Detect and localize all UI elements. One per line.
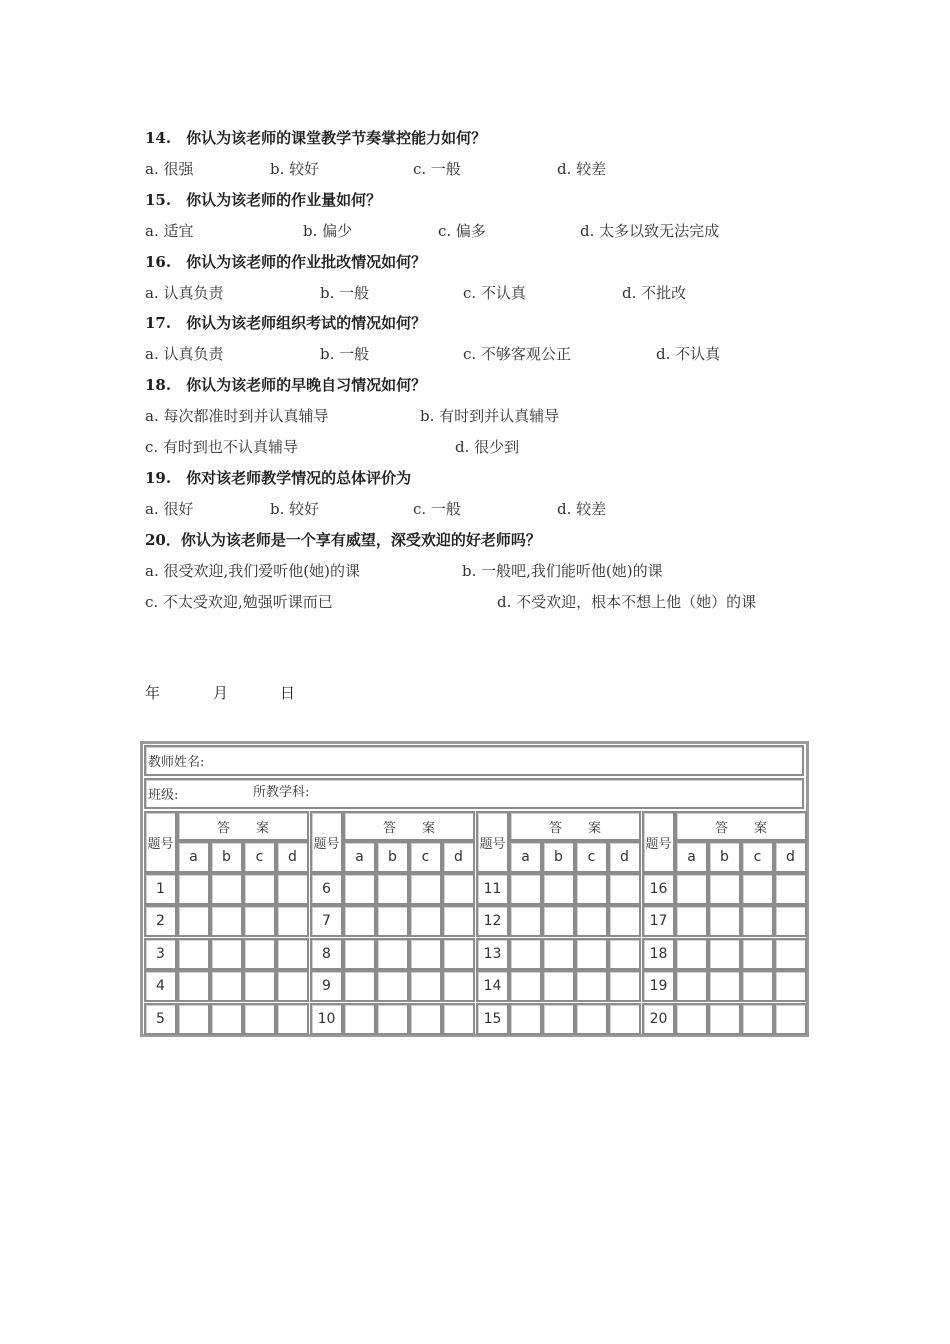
teacher-name-field: 教师姓名: (144, 745, 804, 776)
question-option: c. 不够客观公正 (463, 345, 571, 363)
option-header-c: c (243, 841, 276, 873)
answer-box-b[interactable] (708, 873, 741, 905)
answer-box-a[interactable] (675, 873, 708, 905)
answer-box-a[interactable] (343, 1003, 376, 1035)
subject-label: 所教学科: (253, 785, 310, 800)
question-option: d. 不受欢迎，根本不想上他（她）的课 (497, 593, 757, 611)
answer-box-d[interactable] (774, 1003, 807, 1035)
question-number: 5 (144, 1003, 177, 1035)
question-number: 3 (144, 938, 177, 970)
answer-box-c[interactable] (409, 970, 442, 1002)
answer-box-b[interactable] (708, 970, 741, 1002)
question-number: 9 (310, 970, 343, 1002)
answer-box-b[interactable] (376, 938, 409, 970)
option-header-b: b (708, 841, 741, 873)
answer-box-c[interactable] (243, 938, 276, 970)
answer-box-a[interactable] (343, 970, 376, 1002)
question-option: a. 适宜 (145, 222, 194, 240)
question-option: c. 偏多 (438, 222, 486, 240)
option-header-c: c (409, 841, 442, 873)
question-option: b. 一般 (320, 284, 370, 302)
answer-box-a[interactable] (675, 970, 708, 1002)
option-header-b: b (542, 841, 575, 873)
number-header: 题号 (310, 811, 343, 873)
option-header-b: b (210, 841, 243, 873)
option-header-d: d (774, 841, 807, 873)
answer-box-d[interactable] (276, 938, 309, 970)
question-option: b. 一般 (320, 345, 370, 363)
question-number: 17 (642, 905, 675, 937)
question-number: 16 (642, 873, 675, 905)
answer-box-b[interactable] (210, 873, 243, 905)
question-title: 14. 你认为该老师的课堂教学节奏掌控能力如何？ (145, 129, 487, 147)
class-field: 班级: (144, 778, 804, 809)
question-number: 2 (144, 905, 177, 937)
question-option: d. 很少到 (455, 438, 520, 456)
answer-box-a[interactable] (177, 873, 210, 905)
question-number: 1 (144, 873, 177, 905)
number-header: 题号 (144, 811, 177, 873)
number-header: 题号 (642, 811, 675, 873)
answer-box-a[interactable] (675, 938, 708, 970)
date-month: 月 (213, 684, 229, 702)
answer-box-a[interactable] (509, 1003, 542, 1035)
question-option: c. 不认真 (463, 284, 526, 302)
answer-box-d[interactable] (774, 938, 807, 970)
answer-box-d[interactable] (774, 970, 807, 1002)
question-number: 20 (642, 1003, 675, 1035)
question-option: a. 认真负责 (145, 284, 224, 302)
answer-box-d[interactable] (608, 970, 641, 1002)
answer-header: 答 案 (343, 811, 475, 841)
answer-box-a[interactable] (343, 873, 376, 905)
answer-box-a[interactable] (177, 905, 210, 937)
question-number: 14 (476, 970, 509, 1002)
question-option: b. 偏少 (303, 222, 353, 240)
question-number: 12 (476, 905, 509, 937)
answer-box-a[interactable] (177, 938, 210, 970)
question-option: d. 太多以致无法完成 (580, 222, 720, 240)
question-option: a. 很强 (145, 160, 194, 178)
answer-box-d[interactable] (608, 938, 641, 970)
answer-box-c[interactable] (741, 938, 774, 970)
answer-box-b[interactable] (210, 1003, 243, 1035)
question-number: 18 (642, 938, 675, 970)
answer-box-a[interactable] (343, 905, 376, 937)
answer-box-c[interactable] (575, 905, 608, 937)
answer-box-d[interactable] (608, 1003, 641, 1035)
question-number: 15 (476, 1003, 509, 1035)
question-option: c. 一般 (413, 500, 461, 518)
question-number: 10 (310, 1003, 343, 1035)
question-option: c. 有时到也不认真辅导 (145, 438, 298, 456)
answer-box-c[interactable] (741, 970, 774, 1002)
question-number: 7 (310, 905, 343, 937)
question-number: 13 (476, 938, 509, 970)
question-title: 15. 你认为该老师的作业量如何？ (145, 191, 382, 209)
option-header-a: a (509, 841, 542, 873)
answer-box-c[interactable] (409, 938, 442, 970)
option-header-d: d (276, 841, 309, 873)
option-header-a: a (177, 841, 210, 873)
answer-box-b[interactable] (542, 938, 575, 970)
question-option: a. 认真负责 (145, 345, 224, 363)
answer-box-a[interactable] (675, 1003, 708, 1035)
answer-box-b[interactable] (376, 970, 409, 1002)
answer-box-a[interactable] (509, 970, 542, 1002)
answer-box-b[interactable] (210, 905, 243, 937)
date-year: 年 (145, 684, 161, 702)
answer-box-b[interactable] (542, 1003, 575, 1035)
question-option: b. 较好 (270, 500, 320, 518)
question-option: d. 较差 (557, 160, 607, 178)
answer-box-b[interactable] (210, 970, 243, 1002)
answer-box-c[interactable] (575, 873, 608, 905)
answer-box-b[interactable] (376, 905, 409, 937)
answer-box-c[interactable] (409, 905, 442, 937)
answer-box-b[interactable] (542, 905, 575, 937)
question-title: 19. 你对该老师教学情况的总体评价为 (145, 469, 412, 487)
question-title: 16. 你认为该老师的作业批改情况如何？ (145, 253, 427, 271)
question-number: 4 (144, 970, 177, 1002)
answer-box-a[interactable] (177, 970, 210, 1002)
answer-box-c[interactable] (575, 1003, 608, 1035)
question-number: 8 (310, 938, 343, 970)
answer-box-b[interactable] (708, 905, 741, 937)
answer-header: 答 案 (177, 811, 309, 841)
question-option: d. 不批改 (622, 284, 687, 302)
question-option: b. 较好 (270, 160, 320, 178)
question-number: 19 (642, 970, 675, 1002)
question-option: a. 很好 (145, 500, 194, 518)
question-option: a. 很受欢迎,我们爱听他(她)的课 (145, 562, 360, 580)
question-option: c. 不太受欢迎,勉强听课而已 (145, 593, 333, 611)
answer-box-d[interactable] (608, 905, 641, 937)
answer-box-b[interactable] (708, 1003, 741, 1035)
answer-box-d[interactable] (442, 970, 475, 1002)
answer-box-c[interactable] (575, 970, 608, 1002)
answer-box-a[interactable] (509, 873, 542, 905)
answer-box-c[interactable] (243, 873, 276, 905)
answer-box-c[interactable] (243, 905, 276, 937)
answer-box-b[interactable] (542, 873, 575, 905)
answer-box-c[interactable] (243, 970, 276, 1002)
question-number: 11 (476, 873, 509, 905)
question-option: b. 一般吧,我们能听他(她)的课 (462, 562, 663, 580)
answer-box-a[interactable] (177, 1003, 210, 1035)
option-header-b: b (376, 841, 409, 873)
question-option: a. 每次都准时到并认真辅导 (145, 407, 329, 425)
answer-box-b[interactable] (210, 938, 243, 970)
answer-box-d[interactable] (774, 905, 807, 937)
answer-box-c[interactable] (243, 1003, 276, 1035)
answer-box-a[interactable] (509, 938, 542, 970)
answer-box-d[interactable] (276, 873, 309, 905)
question-option: b. 有时到并认真辅导 (420, 407, 560, 425)
answer-sheet (140, 741, 809, 1037)
question-title: 20．你认为该老师是一个享有威望，深受欢迎的好老师吗？ (145, 531, 541, 549)
answer-box-d[interactable] (442, 905, 475, 937)
option-header-c: c (741, 841, 774, 873)
option-header-a: a (343, 841, 376, 873)
answer-box-c[interactable] (409, 873, 442, 905)
answer-box-d[interactable] (276, 970, 309, 1002)
answer-box-c[interactable] (741, 873, 774, 905)
option-header-d: d (608, 841, 641, 873)
question-title: 17. 你认为该老师组织考试的情况如何？ (145, 314, 427, 332)
answer-box-d[interactable] (442, 1003, 475, 1035)
answer-box-b[interactable] (376, 873, 409, 905)
option-header-c: c (575, 841, 608, 873)
answer-box-a[interactable] (675, 905, 708, 937)
answer-box-d[interactable] (442, 938, 475, 970)
number-header: 题号 (476, 811, 509, 873)
option-header-d: d (442, 841, 475, 873)
answer-box-c[interactable] (741, 1003, 774, 1035)
answer-box-d[interactable] (608, 873, 641, 905)
answer-box-d[interactable] (276, 905, 309, 937)
answer-header: 答 案 (675, 811, 807, 841)
answer-box-b[interactable] (708, 938, 741, 970)
answer-box-a[interactable] (343, 938, 376, 970)
answer-box-c[interactable] (741, 905, 774, 937)
answer-box-d[interactable] (442, 873, 475, 905)
question-option: c. 一般 (413, 160, 461, 178)
question-option: d. 较差 (557, 500, 607, 518)
question-number: 6 (310, 873, 343, 905)
answer-box-d[interactable] (774, 873, 807, 905)
answer-box-b[interactable] (542, 970, 575, 1002)
answer-box-c[interactable] (575, 938, 608, 970)
answer-header: 答 案 (509, 811, 641, 841)
answer-box-b[interactable] (376, 1003, 409, 1035)
date-day: 日 (280, 684, 296, 702)
answer-box-c[interactable] (409, 1003, 442, 1035)
option-header-a: a (675, 841, 708, 873)
answer-box-a[interactable] (509, 905, 542, 937)
question-option: d. 不认真 (656, 345, 721, 363)
question-title: 18. 你认为该老师的早晚自习情况如何？ (145, 376, 427, 394)
answer-box-d[interactable] (276, 1003, 309, 1035)
